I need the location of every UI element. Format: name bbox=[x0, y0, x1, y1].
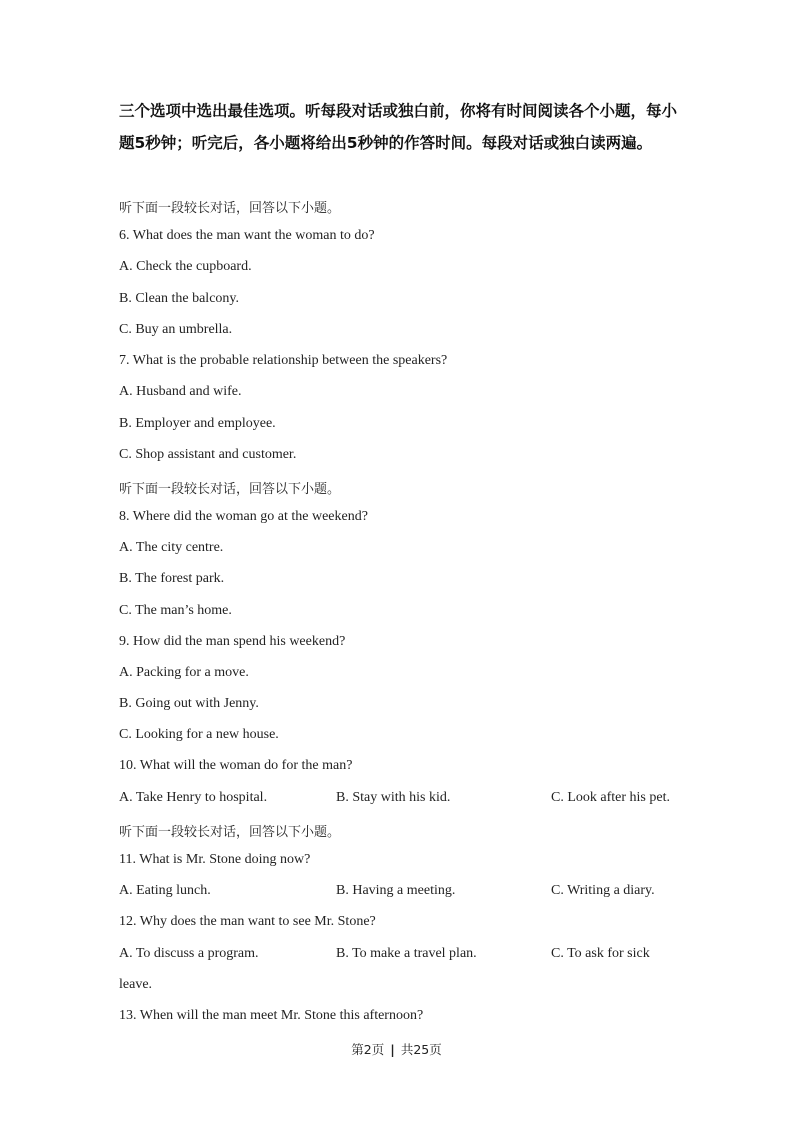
option-11b: B. Having a meeting. bbox=[336, 883, 456, 898]
option-6a: A. Check the cupboard. bbox=[119, 259, 252, 274]
page-total: 共25页 bbox=[400, 1042, 442, 1057]
option-7c: C. Shop assistant and customer. bbox=[119, 447, 297, 462]
question-13: 13. When will the man meet Mr. Stone this afternoon? bbox=[119, 1008, 424, 1023]
option-9a: A. Packing for a move. bbox=[119, 665, 249, 680]
section-instructions: 三个选项中选出最佳选项。听每段对话或独白前，你将有时间阅读各个小题，每小题5秒钟；听完后，各小题将给出5秒钟的作答时间。每段对话或独白读两遍。 bbox=[119, 102, 678, 152]
option-8c: C. The man’s home. bbox=[119, 603, 232, 618]
option-8b: B. The forest park. bbox=[119, 571, 225, 586]
question-7: 7. What is the probable relationship between the speakers? bbox=[119, 353, 448, 368]
option-7b: B. Employer and employee. bbox=[119, 416, 276, 431]
question-8: 8. Where did the woman go at the weekend? bbox=[119, 509, 368, 524]
option-11a: A. Eating lunch. bbox=[119, 883, 211, 898]
option-10a: A. Take Henry to hospital. bbox=[119, 790, 268, 805]
option-6b: B. Clean the balcony. bbox=[119, 291, 240, 306]
page-number: 第2页 bbox=[351, 1042, 385, 1057]
question-6: 6. What does the man want the woman to do? bbox=[119, 228, 375, 243]
dialogue-intro: 听下面一段较长对话，回答以下小题。 bbox=[119, 201, 341, 216]
option-12c-continued: leave. bbox=[119, 977, 153, 992]
question-9: 9. How did the man spend his weekend? bbox=[119, 634, 346, 649]
option-10b: B. Stay with his kid. bbox=[336, 790, 451, 805]
option-12c: C. To ask for sick bbox=[551, 946, 650, 961]
option-10c: C. Look after his pet. bbox=[551, 790, 670, 805]
option-9c: C. Looking for a new house. bbox=[119, 727, 279, 742]
option-12a: A. To discuss a program. bbox=[119, 946, 259, 961]
option-12b: B. To make a travel plan. bbox=[336, 946, 477, 961]
option-11c: C. Writing a diary. bbox=[551, 883, 655, 898]
footer-separator: | bbox=[390, 1042, 395, 1057]
option-6c: C. Buy an umbrella. bbox=[119, 322, 233, 337]
option-9b: B. Going out with Jenny. bbox=[119, 696, 259, 711]
option-8a: A. The city centre. bbox=[119, 540, 224, 555]
question-12: 12. Why does the man want to see Mr. Stone? bbox=[119, 914, 376, 929]
dialogue-intro: 听下面一段较长对话，回答以下小题。 bbox=[119, 482, 341, 497]
page-footer bbox=[0, 1040, 793, 1058]
question-11: 11. What is Mr. Stone doing now? bbox=[119, 852, 311, 867]
question-10: 10. What will the woman do for the man? bbox=[119, 758, 353, 773]
dialogue-intro: 听下面一段较长对话，回答以下小题。 bbox=[119, 825, 341, 840]
option-7a: A. Husband and wife. bbox=[119, 384, 242, 399]
